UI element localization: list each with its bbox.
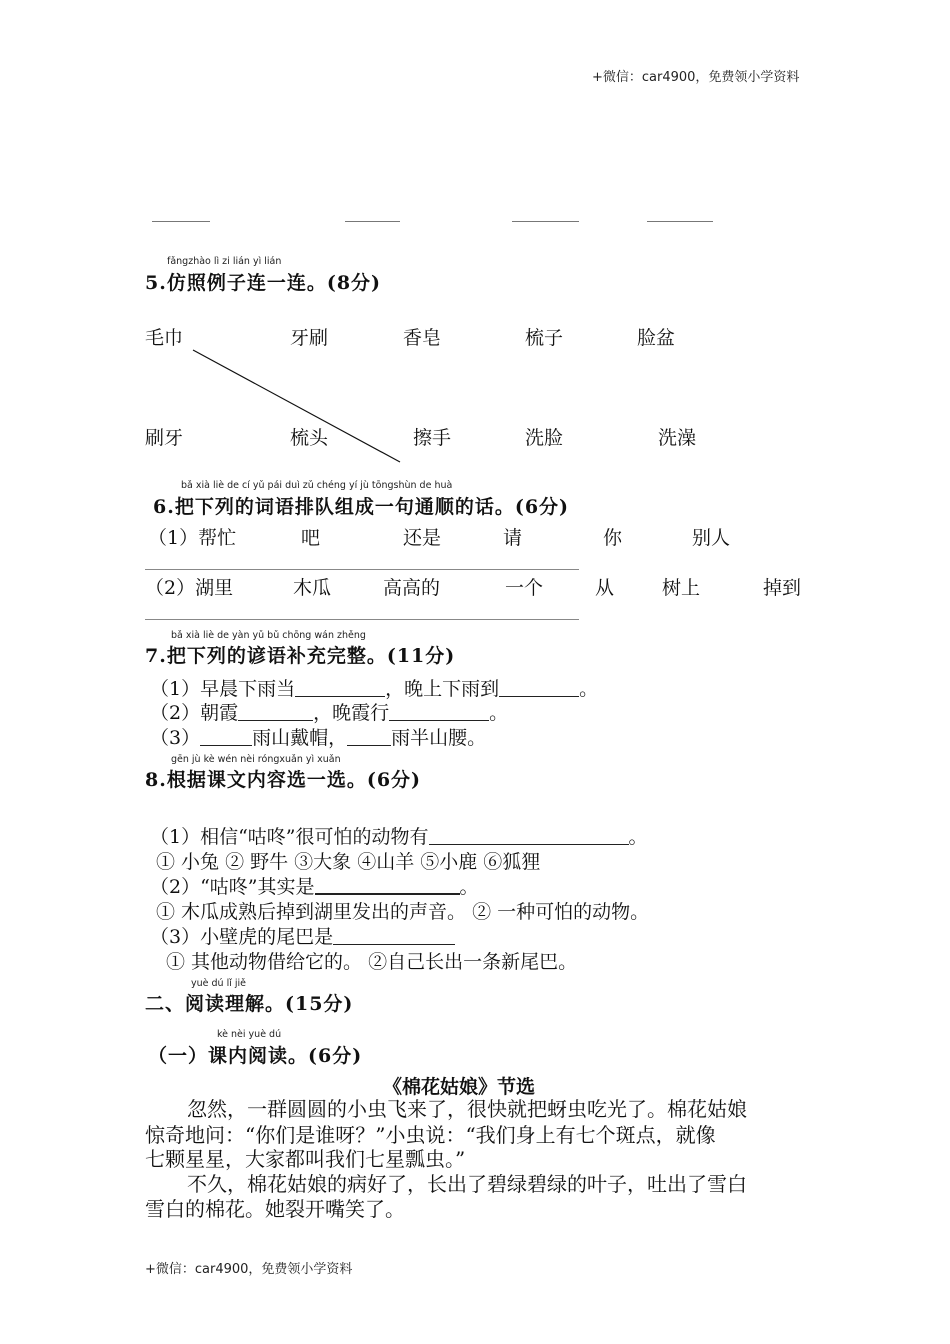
q6-word: 木瓜 [293,577,332,599]
q5-title: 5.仿照例子连一连。(8分) [145,272,382,294]
q8-sub-2: （2）“咕咚”其实是 。 [150,876,479,898]
q6-word: 一个 [505,577,544,599]
q6-word: （2）湖里 [145,577,234,599]
footer-watermark: +微信：car4900，免费领小学资料 [145,1262,353,1277]
q5-pinyin: fǎngzhào lì zi lián yì lián [167,256,282,267]
q5-top-item[interactable]: 毛巾 [145,327,184,349]
passage-line: 雪白的棉花。她裂开嘴笑了。 [145,1197,405,1221]
q7-line-2: （2）朝霞 ，晚霞行 。 [150,702,509,724]
header-watermark: +微信：car4900，免费领小学资料 [592,70,800,85]
answer-blank[interactable] [499,678,579,697]
answer-line[interactable] [145,569,579,570]
q5-bottom-item[interactable]: 洗脸 [525,427,564,449]
q5-bottom-item[interactable]: 洗澡 [658,427,697,449]
q5-bottom-item[interactable]: 擦手 [413,427,452,449]
q8-sub-3-options: ① 其他动物借给它的。 ②自己长出一条新尾巴。 [166,951,578,973]
q6-word: 掉到 [763,577,802,599]
q6-word: （1）帮忙 [148,527,237,549]
answer-blank[interactable] [238,702,313,721]
q6-title: 6.把下列的词语排队组成一句通顺的话。(6分) [153,496,570,518]
q7-title: 7.把下列的谚语补充完整。(11分) [145,645,456,667]
part2-pinyin: yuè dú lǐ jiě [191,978,247,989]
answer-blank[interactable] [347,727,391,746]
q6-word: 高高的 [383,577,441,599]
q6-word: 还是 [403,527,442,549]
answer-blank[interactable] [333,926,455,945]
q6-word: 你 [603,527,623,549]
answer-blank[interactable] [315,875,460,895]
q6-word: 请 [503,527,523,549]
q5-top-item[interactable]: 梳子 [525,327,564,349]
q6-pinyin: bǎ xià liè de cí yǔ pái duì zǔ chéng yí jù tōngshùn de huà [181,480,453,491]
q6-word: 从 [595,577,615,599]
q6-word: 吧 [301,527,321,549]
q6-word: 树上 [662,577,701,599]
answer-blank[interactable] [200,727,252,746]
passage-line: 不久，棉花姑娘的病好了，长出了碧绿碧绿的叶子，吐出了雪白 [187,1172,747,1196]
example-connector-line [0,0,950,500]
passage-title: 《棉花姑娘》节选 [383,1076,536,1098]
q5-top-item[interactable]: 牙刷 [290,327,329,349]
q7-pinyin: bǎ xià liè de yàn yǔ bǔ chōng wán zhěng [171,630,366,641]
q5-top-item[interactable]: 脸盆 [637,327,676,349]
q5-bottom-item[interactable]: 刷牙 [145,427,184,449]
passage-line: 惊奇地问：“你们是谁呀？”小虫说：“我们身上有七个斑点，就像 [145,1123,716,1147]
section1-pinyin: kè nèi yuè dú [217,1029,282,1040]
part2-title: 二、阅读理解。(15分) [145,993,354,1015]
passage-line: 七颗星星，大家都叫我们七星瓢虫。” [145,1147,466,1171]
q8-title: 8.根据课文内容选一选。(6分) [145,769,422,791]
q7-line-3: （3） 雨山戴帽， 雨半山腰。 [150,727,487,749]
section1-title: （一）课内阅读。(6分) [148,1045,363,1067]
q7-line-1: （1）早晨下雨当 ，晚上下雨到 。 [150,678,599,700]
q6-word: 别人 [692,527,731,549]
answer-blank[interactable] [429,826,629,845]
q5-bottom-item[interactable]: 梳头 [290,427,329,449]
q8-sub-1-options: ① 小兔 ② 野牛 ③大象 ④山羊 ⑤小鹿 ⑥狐狸 [156,851,541,873]
q8-sub-1: （1）相信“咕咚”很可怕的动物有 。 [150,826,648,848]
q8-sub-3: （3）小壁虎的尾巴是 [150,922,455,949]
q8-pinyin: gēn jù kè wén nèi róngxuǎn yì xuǎn [171,754,341,765]
q8-sub-2-options: ① 木瓜成熟后掉到湖里发出的声音。 ② 一种可怕的动物。 [156,901,650,923]
answer-blank[interactable] [295,678,385,697]
passage-line: 忽然，一群圆圆的小虫飞来了，很快就把蚜虫吃光了。棉花姑娘 [187,1097,747,1121]
answer-line[interactable] [145,619,579,620]
q5-top-item[interactable]: 香皂 [403,327,442,349]
answer-blank[interactable] [389,702,489,721]
